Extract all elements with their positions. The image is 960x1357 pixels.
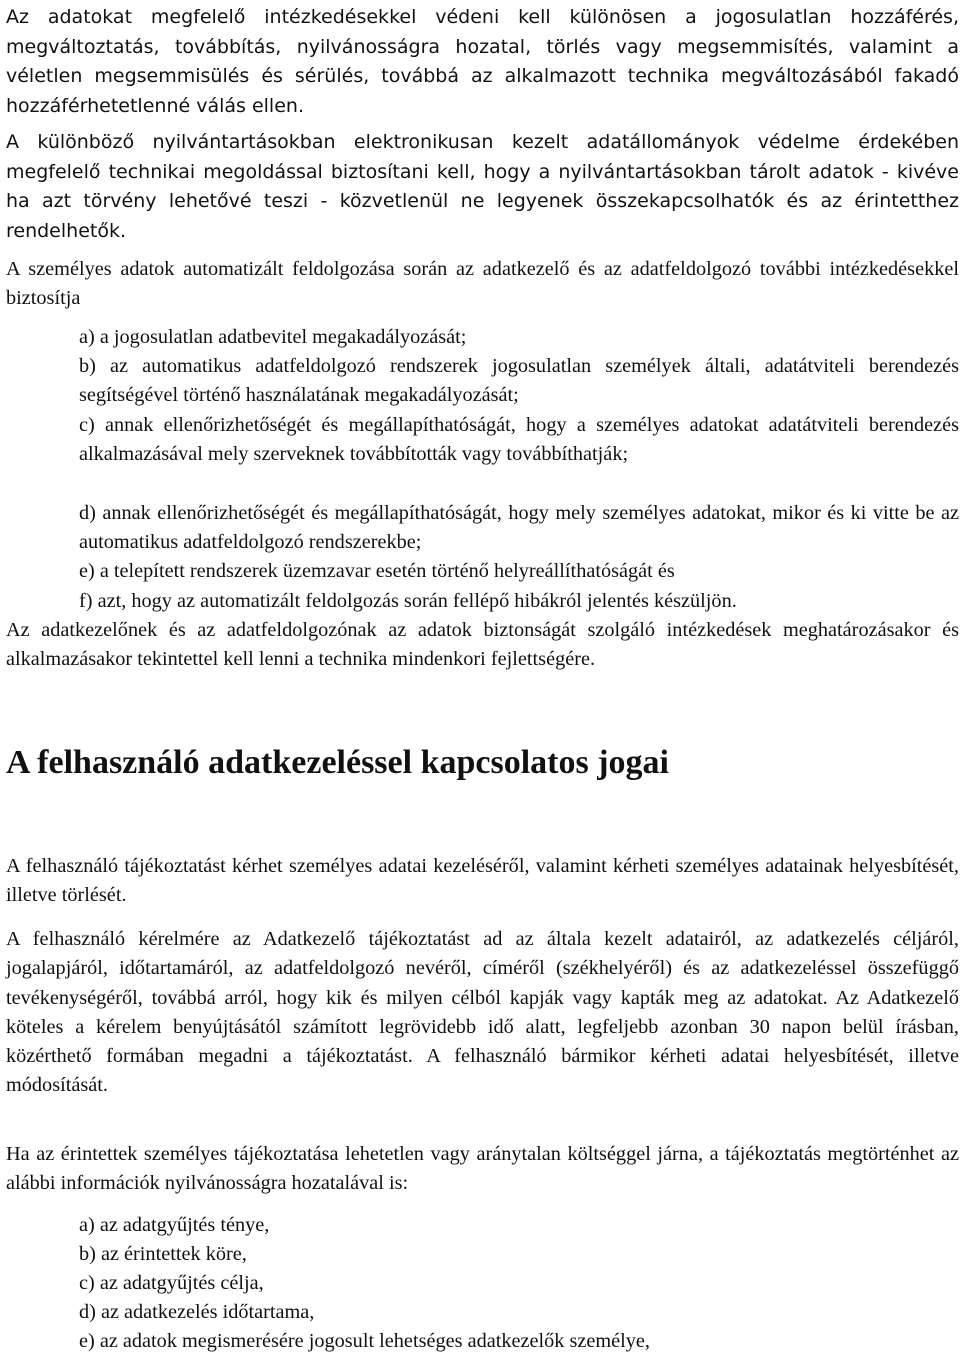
- list-item: e) az adatok megismerésére jogosult lehetséges adatkezelők személye,: [79, 1330, 651, 1352]
- paragraph-public-disclosure: Ha az érintettek személyes tájékoztatása lehetetlen vagy aránytalan költséggel járna, a tájékoztatás megtörténhet az alábbi információk nyilvánosságra hozatalával is:: [6, 1143, 959, 1195]
- list-item: d) az adatkezelés időtartama,: [79, 1301, 315, 1323]
- list-item: c) annak ellenőrizhetőségét és megállapíthatóságát, hogy a személyes adatokat adatátviteli berendezés alkalmazásával mely szerveknek továbbították vagy továbbíthatják;: [79, 414, 959, 466]
- paragraph-technical-separation: A különböző nyilvántartásokban elektronikusan kezelt adatállományok védelme érdekében megfelelő technikai megoldással biztosítani kell, hogy a nyilvántartásokban tárolt adatok - kivéve ha azt törvény lehetővé teszi - közvetlenül ne legyenek összekapcsolhatók és az érintetthez rendelhetők.: [6, 131, 959, 242]
- paragraph-technology-state: Az adatkezelőnek és az adatfeldolgozónak az adatok biztonságát szolgáló intézkedések meghatározásakor és alkalmazásakor tekintettel kell lenni a technika mindenkori fejlettségére.: [6, 619, 959, 671]
- list-item: c) az adatgyűjtés célja,: [79, 1272, 264, 1294]
- list-item: f) azt, hogy az automatizált feldolgozás során fellépő hibákról jelentés készüljön.: [79, 590, 737, 612]
- list-item: a) az adatgyűjtés ténye,: [79, 1214, 270, 1236]
- list-item: b) az automatikus adatfeldolgozó rendszerek jogosulatlan személyek általi, adatátviteli berendezés segítségével történő használatának megakadályozását;: [79, 355, 959, 407]
- paragraph-information-request: A felhasználó kérelmére az Adatkezelő tájékoztatást ad az általa kezelt adatairól, az adatkezelés céljáról, jogalapjáról, időtartamáról, az adatfeldolgozó nevéről, címéről (székhelyéről) és az adatkezeléssel összefüggő tevékenységéről, továbbá arról, hogy kik és milyen célból kapják vagy kapták meg az adatokat. Az Adatkezelő köteles a kérelem benyújtásától számított legrövidebb idő alatt, legfeljebb azonban 30 napon belül írásban, közérthető formában megadni a tájékoztatást. A felhasználó bármikor kérheti adatai helyesbítését, illetve módosítását.: [6, 928, 959, 1097]
- paragraph-data-protection: Az adatokat megfelelő intézkedésekkel védeni kell különösen a jogosulatlan hozzáférés, megváltoztatás, továbbítás, nyilvánosságra hozatal, törlés vagy megsemmisítés, valamint a véletlen megsemmisülés és sérülés, továbbá az alkalmazott technika megváltozásából fakadó hozzáférhetetlenné válás ellen.: [6, 6, 959, 117]
- list-item: d) annak ellenőrizhetőségét és megállapíthatóságát, hogy mely személyes adatokat, mikor és ki vitte be az automatikus adatfeldolgozó rendszerekbe;: [79, 502, 959, 554]
- list-item: e) a telepített rendszerek üzemzavar esetén történő helyreállíthatóságát és: [79, 560, 675, 582]
- section-heading: A felhasználó adatkezeléssel kapcsolatos jogai: [6, 744, 669, 781]
- list-item: b) az érintettek köre,: [79, 1243, 247, 1265]
- paragraph-user-rights: A felhasználó tájékoztatást kérhet személyes adatai kezeléséről, valamint kérheti személyes adatainak helyesbítését, illetve törlését.: [6, 855, 959, 907]
- paragraph-automated-processing-intro: A személyes adatok automatizált feldolgozása során az adatkezelő és az adatfeldolgozó további intézkedésekkel biztosítja: [6, 258, 959, 310]
- list-item: a) a jogosulatlan adatbevitel megakadályozását;: [79, 326, 467, 348]
